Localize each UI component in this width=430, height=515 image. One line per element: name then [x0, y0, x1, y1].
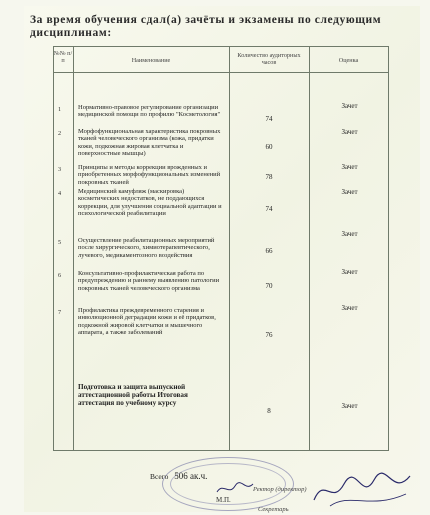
- row-number: 7: [57, 309, 62, 316]
- secretary-label: Секретарь: [258, 506, 289, 513]
- row-name: Принципы и методы коррекции врожденных и приобретенных морфофункциональных изменений покровных тканей: [78, 164, 221, 186]
- row-name: Медицинский камуфляж (маскировка) косметических недостатков, не поддающихся коррекции, для улучшения социальной адаптации и психологической реабилитации: [78, 188, 222, 218]
- row-name: Нормативно-правовое регулирование организации медицинской помощи по профилю "Косметология": [78, 104, 221, 119]
- row-hours: 60: [265, 143, 273, 151]
- handwritten-signature: [310, 470, 415, 512]
- row-name: Консультативно-профилактическая работа по предупреждению и раннему выявлению патологии покровных тканей человеческого организма: [78, 270, 220, 292]
- row-number: 1: [57, 106, 62, 113]
- row-grade: Зачет: [341, 128, 358, 136]
- row-grade: Зачет: [341, 102, 358, 110]
- row-hours: 76: [265, 331, 273, 339]
- header-grade: Оценка: [338, 57, 359, 64]
- row-number: 3: [57, 166, 62, 173]
- row-name: Морфофункциональная характеристика покровных тканей человеческого организма (кожа, придатки кожи, подкожная жировая клетчатка и поверхностные мышцы): [78, 128, 221, 158]
- header-number: №№ п/п: [53, 50, 73, 64]
- row-number: 5: [57, 239, 62, 246]
- handwritten-signature-small: [215, 478, 255, 498]
- row-number: 6: [57, 272, 62, 279]
- row-name: Осуществление реабилитационных мероприятий после хирургического, химиотерапевтического, лучевого, медикаментозного воздействия: [78, 237, 215, 259]
- disciplines-table: [53, 46, 389, 451]
- row-hours: 78: [265, 173, 273, 181]
- row-hours: 70: [265, 282, 273, 290]
- table-header-border: [53, 72, 389, 73]
- row-grade: Зачет: [341, 304, 358, 312]
- final-attestation-name: Подготовка и защита выпускной аттестационной работы Итоговая аттестация по учебному курсу: [78, 383, 188, 408]
- final-attestation-grade: Зачет: [341, 402, 358, 410]
- total-label: Всего: [150, 472, 169, 481]
- header-hours: Количество аудиторных часов: [237, 52, 301, 66]
- total-hours: [150, 471, 207, 481]
- table-col-divider: [73, 46, 74, 451]
- row-number: 2: [57, 130, 62, 137]
- row-number: 4: [57, 190, 62, 197]
- row-hours: 74: [265, 115, 273, 123]
- rector-label: Ректор (директор): [253, 486, 307, 493]
- row-grade: Зачет: [341, 268, 358, 276]
- final-attestation-hours: 8: [267, 407, 271, 415]
- row-hours: 66: [265, 247, 273, 255]
- table-bottom-border: [53, 450, 389, 451]
- page-heading: За время обучения сдал(а) зачёты и экзамены по следующим дисциплинам:: [30, 14, 382, 39]
- row-grade: Зачет: [341, 163, 358, 171]
- row-hours: 74: [265, 205, 273, 213]
- row-grade: Зачет: [341, 188, 358, 196]
- header-name: Наименование: [131, 57, 171, 64]
- row-grade: Зачет: [341, 230, 358, 238]
- table-top-border: [53, 46, 389, 47]
- stamp-place-label: М.П.: [216, 496, 231, 504]
- row-name: Профилактика преждевременного старения и инволюционной деградации кожи и её придатков, подкожной жировой клетчатки и мышечного аппарата, а также заболеваний: [78, 307, 216, 337]
- total-value: 506 ак.ч.: [174, 471, 208, 481]
